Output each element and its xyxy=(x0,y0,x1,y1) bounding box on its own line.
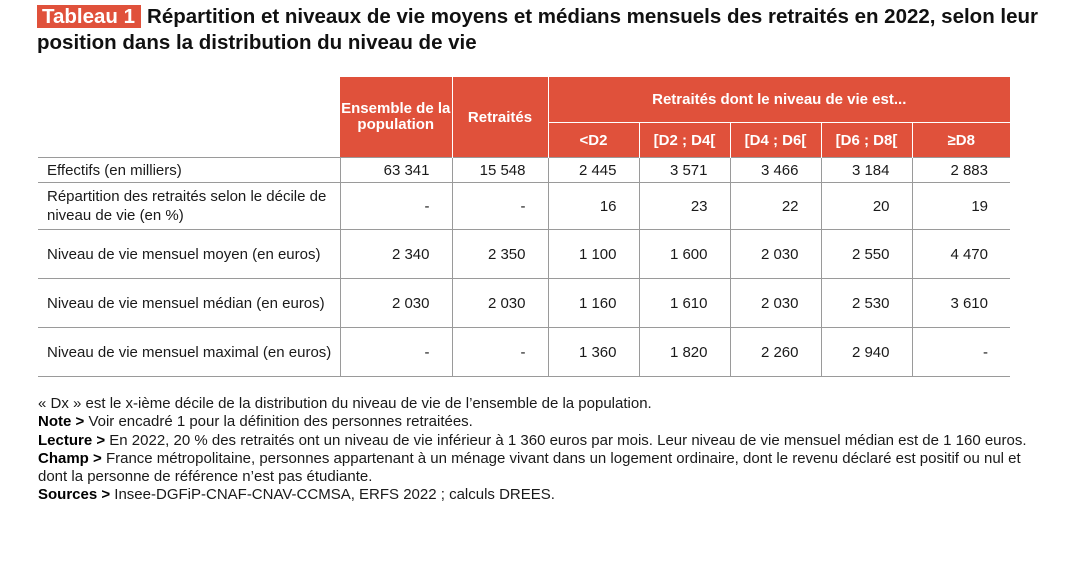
header-sub-d8: ≥D8 xyxy=(912,123,1010,158)
cell: 4 470 xyxy=(912,230,1010,279)
table-row xyxy=(38,230,1010,279)
cell: 2 883 xyxy=(912,158,1010,183)
cell: 23 xyxy=(639,183,730,230)
cell: - xyxy=(452,328,548,377)
cell: 20 xyxy=(821,183,912,230)
cell: 2 030 xyxy=(340,279,452,328)
cell: 3 184 xyxy=(821,158,912,183)
header-retraites: Retraités xyxy=(452,77,548,158)
cell: 1 820 xyxy=(639,328,730,377)
row-label: Niveau de vie mensuel médian (en euros) xyxy=(38,279,340,328)
cell: - xyxy=(452,183,548,230)
row-label: Niveau de vie mensuel moyen (en euros) xyxy=(38,230,340,279)
cell: - xyxy=(340,328,452,377)
cell: 19 xyxy=(912,183,1010,230)
table-title-text: Répartition et niveaux de vie moyens et médians mensuels des retraités en 2022, selon leur position dans la distribution du niveau de vie xyxy=(37,5,1039,54)
cell: 2 030 xyxy=(730,230,821,279)
header-sub-d2-d4: [D2 ; D4[ xyxy=(639,123,730,158)
cell: 1 600 xyxy=(639,230,730,279)
cell: 63 341 xyxy=(340,158,452,183)
cell: - xyxy=(340,183,452,230)
cell: 2 260 xyxy=(730,328,821,377)
sources-line xyxy=(38,486,1028,504)
cell: 2 940 xyxy=(821,328,912,377)
header-sub-d6-d8: [D6 ; D8[ xyxy=(821,123,912,158)
champ-label: Champ > xyxy=(38,449,102,467)
cell: 16 xyxy=(548,183,639,230)
cell: 1 100 xyxy=(548,230,639,279)
lecture-line xyxy=(38,432,1028,450)
header-ensemble: Ensemble de la population xyxy=(340,77,452,158)
header-sub-d4-d6: [D4 ; D6[ xyxy=(730,123,821,158)
note-line xyxy=(38,413,1028,431)
table-row xyxy=(38,279,1010,328)
cell: 2 530 xyxy=(821,279,912,328)
table-notes xyxy=(38,395,1028,505)
sources-text: Insee-DGFiP-CNAF-CNAV-CCMSA, ERFS 2022 ; calculs DREES. xyxy=(114,486,555,504)
cell: 15 548 xyxy=(452,158,548,183)
cell: 1 160 xyxy=(548,279,639,328)
cell: 3 610 xyxy=(912,279,1010,328)
header-sub-d2: <D2 xyxy=(548,123,639,158)
row-label: Niveau de vie mensuel maximal (en euros) xyxy=(38,328,340,377)
cell: 1 360 xyxy=(548,328,639,377)
cell: 22 xyxy=(730,183,821,230)
sources-label: Sources > xyxy=(38,486,111,504)
data-table xyxy=(38,77,1010,377)
champ-text: France métropolitaine, personnes appartenant à un ménage vivant dans un logement ordinaire, dont le revenu déclaré est positif ou nul et dont la personne de référence n’est pas étudiante. xyxy=(38,449,1021,486)
table-row xyxy=(38,158,1010,183)
cell: 1 610 xyxy=(639,279,730,328)
table-tag: Tableau 1 xyxy=(37,5,141,28)
cell: 3 466 xyxy=(730,158,821,183)
cell: 3 571 xyxy=(639,158,730,183)
lecture-text: En 2022, 20 % des retraités ont un niveau de vie inférieur à 1 360 euros par mois. Leur niveau de vie mensuel médian est de 1 160 euros. xyxy=(109,431,1027,449)
table-row xyxy=(38,328,1010,377)
lecture-label: Lecture > xyxy=(38,431,106,449)
note-text: Voir encadré 1 pour la définition des personnes retraitées. xyxy=(88,413,473,431)
cell: 2 030 xyxy=(730,279,821,328)
cell: 2 340 xyxy=(340,230,452,279)
cell: 2 350 xyxy=(452,230,548,279)
cell: 2 030 xyxy=(452,279,548,328)
cell: 2 445 xyxy=(548,158,639,183)
row-label: Effectifs (en milliers) xyxy=(38,158,340,183)
table-title xyxy=(37,4,1047,56)
row-label: Répartition des retraités selon le décile de niveau de vie (en %) xyxy=(38,183,340,230)
cell: 2 550 xyxy=(821,230,912,279)
table-row xyxy=(38,183,1010,230)
header-group: Retraités dont le niveau de vie est... xyxy=(548,77,1010,123)
definition-note: « Dx » est le x-ième décile de la distribution du niveau de vie de l’ensemble de la population. xyxy=(38,395,652,412)
header-blank xyxy=(38,77,340,158)
champ-line xyxy=(38,450,1028,487)
note-label: Note > xyxy=(38,413,85,431)
cell: - xyxy=(912,328,1010,377)
